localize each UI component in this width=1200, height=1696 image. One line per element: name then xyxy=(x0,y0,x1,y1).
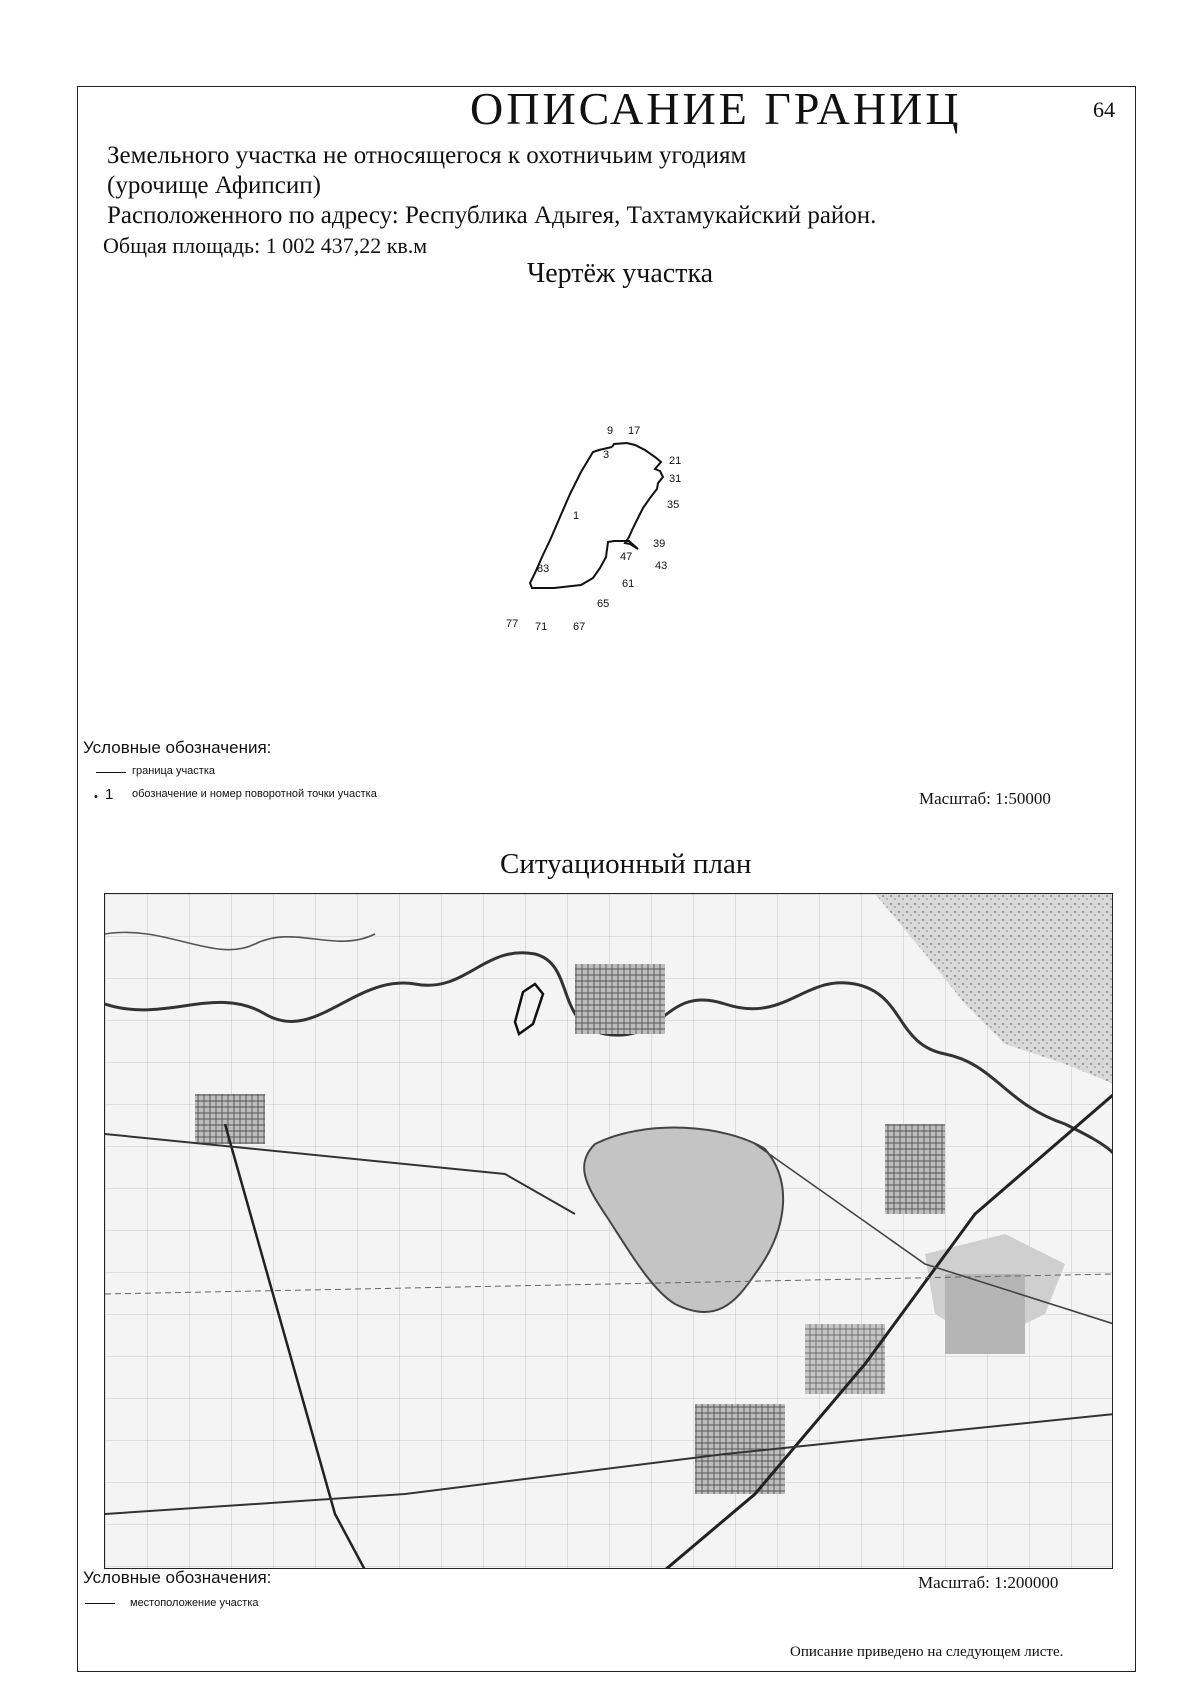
point-label-43: 43 xyxy=(655,560,668,572)
settlement-west xyxy=(195,1094,265,1144)
settlement-southeast xyxy=(805,1324,885,1394)
drawing-title: Чертёж участка xyxy=(527,258,714,289)
point-marker-symbol: • xyxy=(94,791,98,803)
point-label-39: 39 xyxy=(653,538,666,550)
point-label-71: 71 xyxy=(535,621,548,633)
footer-note: Описание приведено на следующем листе. xyxy=(790,1644,1064,1660)
point-label-67: 67 xyxy=(573,621,586,633)
legend-location-label: местоположение участка xyxy=(130,1597,259,1609)
settlement-east xyxy=(885,1124,945,1214)
point-label-9: 9 xyxy=(607,425,614,437)
drawing-scale: Масштаб: 1:50000 xyxy=(919,789,1051,808)
parcel-drawing xyxy=(490,410,730,650)
point-label-65: 65 xyxy=(597,598,610,610)
parcel-description: Земельного участка не относящегося к охотничьим угодиям xyxy=(107,142,747,169)
map-scale: Масштаб: 1:200000 xyxy=(918,1573,1059,1592)
point-label-1: 1 xyxy=(573,510,580,522)
parcel-address: Расположенного по адресу: Республика Адыгея, Тахтамукайский район. xyxy=(107,202,877,229)
point-label-61: 61 xyxy=(622,578,635,590)
point-label-47: 47 xyxy=(620,551,633,563)
map-legend-title: Условные обозначения: xyxy=(83,1568,272,1587)
legend-title: Условные обозначения: xyxy=(83,738,272,757)
point-label-83: 83 xyxy=(537,563,550,575)
parcel-boundary xyxy=(530,443,666,588)
settlement-far-east xyxy=(945,1274,1025,1354)
point-label-17: 17 xyxy=(628,425,641,437)
point-label-77: 77 xyxy=(506,618,519,630)
map-graphic xyxy=(105,894,1113,1569)
point-label-35: 35 xyxy=(667,499,680,511)
point-label-21: 21 xyxy=(669,455,682,467)
point-label-3: 3 xyxy=(603,449,610,461)
boundary-line-symbol xyxy=(96,772,126,773)
legend-point-label: обозначение и номер поворотной точки участка xyxy=(132,788,377,800)
parcel-locality: (урочище Афипсип) xyxy=(107,172,321,199)
situation-plan-title: Ситуационный план xyxy=(500,848,752,880)
page-number: 64 xyxy=(1093,97,1115,122)
legend-boundary-label: граница участка xyxy=(132,765,215,777)
situation-map xyxy=(104,893,1113,1569)
parcel-area: Общая площадь: 1 002 437,22 кв.м xyxy=(103,233,428,258)
point-label-31: 31 xyxy=(669,473,682,485)
location-line-symbol xyxy=(85,1603,115,1604)
settlement-north xyxy=(575,964,665,1034)
page-title: ОПИСАНИЕ ГРАНИЦ xyxy=(470,83,962,134)
point-marker-number: 1 xyxy=(105,786,114,803)
